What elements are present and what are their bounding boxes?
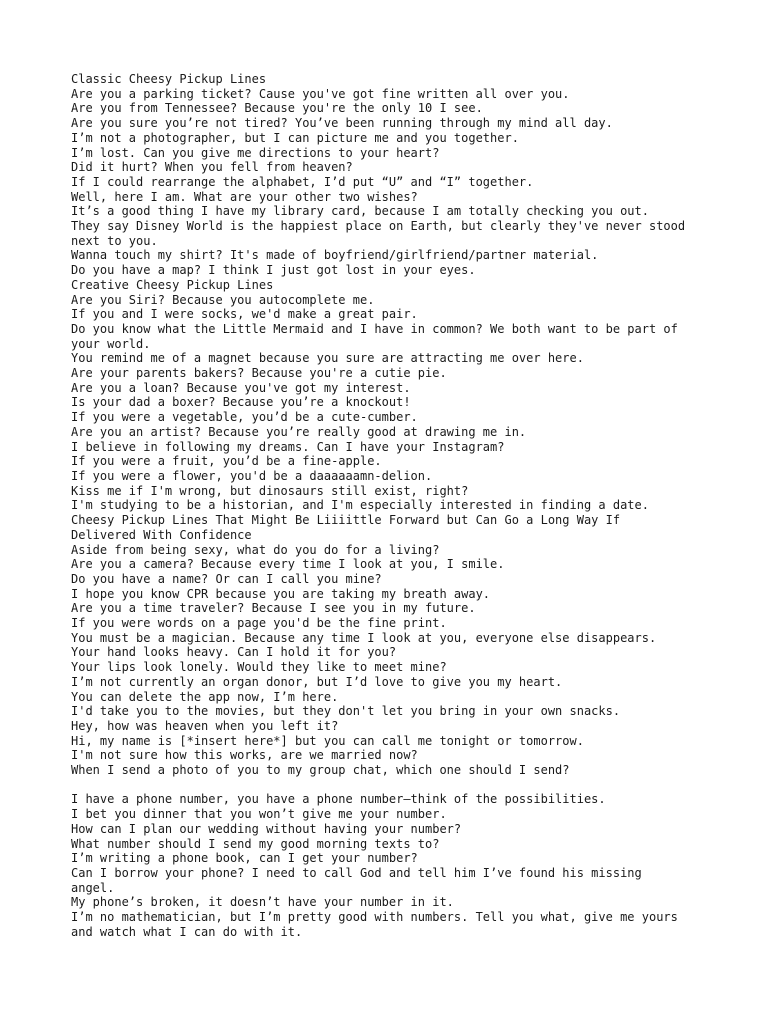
text-line: If you were a vegetable, you’d be a cute-cumber.: [71, 410, 418, 425]
text-line: Are you a loan? Because you've got my interest.: [71, 380, 411, 395]
text-line: They say Disney World is the happiest place on Earth, but clearly they've never stood next to you.: [71, 219, 693, 248]
text-line: I’m writing a phone book, can I get your number?: [71, 851, 418, 866]
text-line: If you were words on a page you'd be the fine print.: [71, 616, 447, 631]
text-line: I'm not sure how this works, are we married now?: [71, 748, 418, 763]
text-line: Are you sure you’re not tired? You’ve been running through my mind all day.: [71, 116, 613, 131]
text-line: Creative Cheesy Pickup Lines: [71, 277, 274, 292]
text-line: Are you a parking ticket? Cause you've got fine written all over you.: [71, 86, 570, 101]
text-line: Well, here I am. What are your other two wishes?: [71, 189, 418, 204]
text-line: You can delete the app now, I’m here.: [71, 689, 339, 704]
text-line: I have a phone number, you have a phone number—think of the possibilities.: [71, 792, 606, 807]
text-line: Cheesy Pickup Lines That Might Be Liiiittle Forward but Can Go a Long Way If Delivered With Confidence: [71, 513, 628, 542]
text-line: I’m not currently an organ donor, but I’d love to give you my heart.: [71, 674, 563, 689]
text-line: I bet you dinner that you won’t give me your number.: [71, 807, 447, 822]
text-line: I’m no mathematician, but I’m pretty good with numbers. Tell you what, give me yours and watch what I can do with it.: [71, 910, 686, 939]
text-line: Do you have a map? I think I just got lost in your eyes.: [71, 263, 476, 278]
document-page: [71, 72, 691, 939]
text-line: Aside from being sexy, what do you do for a living?: [71, 542, 440, 557]
text-line: Are you from Tennessee? Because you're the only 10 I see.: [71, 101, 483, 116]
text-line: Your lips look lonely. Would they like to meet mine?: [71, 660, 447, 675]
text-line: Wanna touch my shirt? It's made of boyfriend/girlfriend/partner material.: [71, 248, 599, 263]
text-line: Is your dad a boxer? Because you’re a knockout!: [71, 395, 411, 410]
text-line: I’m not a photographer, but I can picture me and you together.: [71, 130, 519, 145]
text-line: Are you an artist? Because you’re really good at drawing me in.: [71, 424, 527, 439]
text-line: I'm studying to be a historian, and I'm especially interested in finding a date.: [71, 498, 649, 513]
text-line: Kiss me if I'm wrong, but dinosaurs still exist, right?: [71, 483, 469, 498]
text-line: Can I borrow your phone? I need to call God and tell him I’ve found his missing angel.: [71, 865, 649, 895]
text-line: Do you know what the Little Mermaid and I have in common? We both want to be part of your world.: [71, 321, 686, 351]
text-line: If you were a flower, you'd be a daaaaaamn-delion.: [71, 468, 433, 483]
text-line: Hi, my name is [*insert here*] but you can call me tonight or tomorrow.: [71, 733, 584, 748]
text-line: I'd take you to the movies, but they don't let you bring in your own snacks.: [71, 704, 621, 719]
text-line: What number should I send my good morning texts to?: [71, 836, 440, 851]
text-line: Are you a camera? Because every time I look at you, I smile.: [71, 557, 505, 572]
text-line: If you were a fruit, you’d be a fine-apple.: [71, 454, 382, 469]
text-line: When I send a photo of you to my group chat, which one should I send?: [71, 763, 570, 778]
text-line: Hey, how was heaven when you left it?: [71, 718, 339, 733]
text-line: How can I plan our wedding without having your number?: [71, 821, 462, 836]
blank-line: [71, 778, 691, 793]
text-line: It’s a good thing I have my library card, because I am totally checking you out.: [71, 204, 649, 219]
text-line: Did it hurt? When you fell from heaven?: [71, 160, 353, 175]
text-line: Classic Cheesy Pickup Lines: [71, 72, 267, 86]
text-line: You remind me of a magnet because you sure are attracting me over here.: [71, 351, 584, 366]
text-line: I believe in following my dreams. Can I have your Instagram?: [71, 439, 505, 454]
text-line: I’m lost. Can you give me directions to your heart?: [71, 145, 440, 160]
text-line: Are your parents bakers? Because you're a cutie pie.: [71, 366, 447, 381]
text-line: My phone’s broken, it doesn’t have your number in it.: [71, 895, 454, 910]
text-line: Are you Siri? Because you autocomplete me.: [71, 292, 375, 307]
text-line: If I could rearrange the alphabet, I’d put “U” and “I” together.: [71, 174, 534, 189]
text-line: I hope you know CPR because you are taking my breath away.: [71, 586, 491, 601]
text-line: If you and I were socks, we'd make a great pair.: [71, 307, 418, 322]
text-line: You must be a magician. Because any time I look at you, everyone else disappears.: [71, 630, 657, 645]
text-line: Your hand looks heavy. Can I hold it for you?: [71, 645, 397, 660]
text-line: Are you a time traveler? Because I see you in my future.: [71, 601, 476, 616]
text-line: Do you have a name? Or can I call you mine?: [71, 571, 382, 586]
